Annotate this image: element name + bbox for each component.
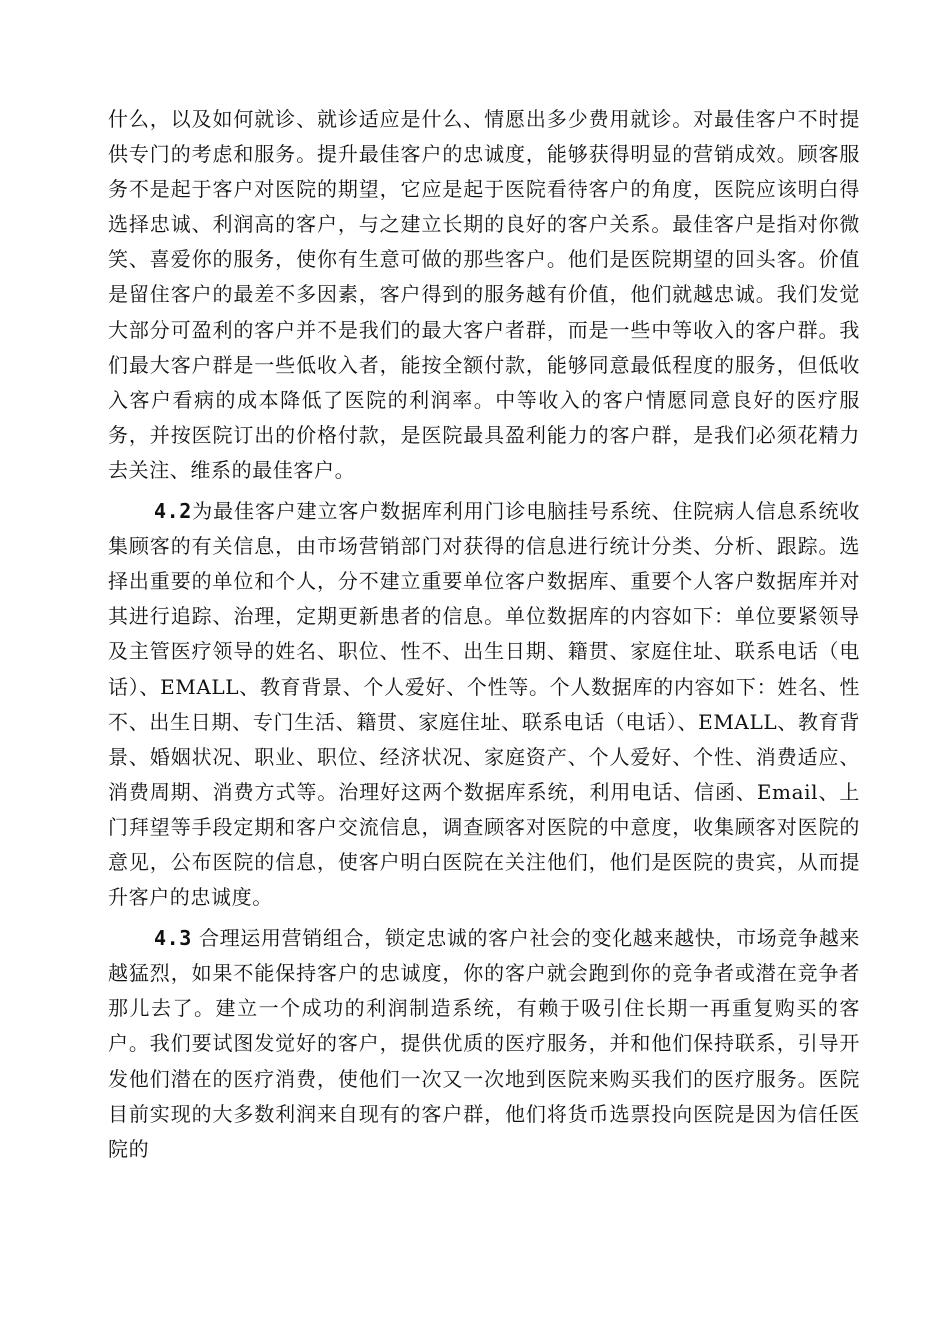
document-page xyxy=(108,102,860,1167)
paragraph-text: 什么，以及如何就诊、就诊适应是什么、情愿出多少费用就诊。对最佳客户不时提供专门的考虑和服务。提升最佳客户的忠诚度，能够获得明显的营销成效。顾客服务不是起于客户对医院的期望，它应是起于医院看待客户的角度，医院应该明白得选择忠诚、利润高的客户，与之建立长期的良好的客户关系。最佳客户是指对你微笑、喜爱你的服务，使你有生意可做的那些客户。他们是医院期望的回头客。价值是留住客户的最差不多因素，客户得到的服务越有价值，他们就越忠诚。我们发觉大部分可盈利的客户并不是我们的最大客户者群，而是一些中等收入的客户群。我们最大客户群是一些低收入者，能按全额付款，能够同意最低程度的服务，但低收入客户看病的成本降低了医院的利润率。中等收入的客户情愿同意良好的医疗服务，并按医院订出的价格付款，是医院最具盈利能力的客户群，是我们必须花精力去关注、维系的最佳客户。 xyxy=(108,107,860,482)
paragraph-4-3 xyxy=(108,921,860,1167)
section-number: 4.3 xyxy=(154,926,192,951)
paragraph-text: 合理运用营销组合，锁定忠诚的客户社会的变化越来越快，市场竞争越来越猛烈，如果不能保持客户的忠诚度，你的客户就会跑到你的竞争者或潜在竞争者那儿去了。建立一个成功的利润制造系统，有赖于吸引住长期一再重复购买的客户。我们要试图发觉好的客户，提供优质的医疗服务，并和他们保持联系，引导开发他们潜在的医疗消费，使他们一次又一次地到医院来购买我们的医疗服务。医院目前实现的大多数利润来自现有的客户群，他们将货币选票投向医院是因为信任医院的 xyxy=(108,926,860,1161)
paragraph-best-customers xyxy=(108,102,860,488)
paragraph-4-2 xyxy=(108,494,860,915)
section-number: 4.2 xyxy=(154,499,192,524)
paragraph-text: 为最佳客户建立客户数据库利用门诊电脑挂号系统、住院病人信息系统收集顾客的有关信息，由市场营销部门对获得的信息进行统计分类、分析、跟踪。选择出重要的单位和个人，分不建立重要单位客户数据库、重要个人客户数据库并对其进行追踪、治理，定期更新患者的信息。单位数据库的内容如下：单位要紧领导及主管医疗领导的姓名、职位、性不、出生日期、籍贯、家庭住址、联系电话（电话）、EMALL、教育背景、个人爱好、个性等。个人数据库的内容如下：姓名、性不、出生日期、专门生活、籍贯、家庭住址、联系电话（电话）、EMALL、教育背景、婚姻状况、职业、职位、经济状况、家庭资产、个人爱好、个性、消费适应、消费周期、消费方式等。治理好这两个数据库系统，利用电话、信函、Email、上门拜望等手段定期和客户交流信息，调查顾客对医院的中意度，收集顾客对医院的意见，公布医院的信息，使客户明白医院在关注他们，他们是医院的贵宾，从而提升客户的忠诚度。 xyxy=(108,499,860,910)
